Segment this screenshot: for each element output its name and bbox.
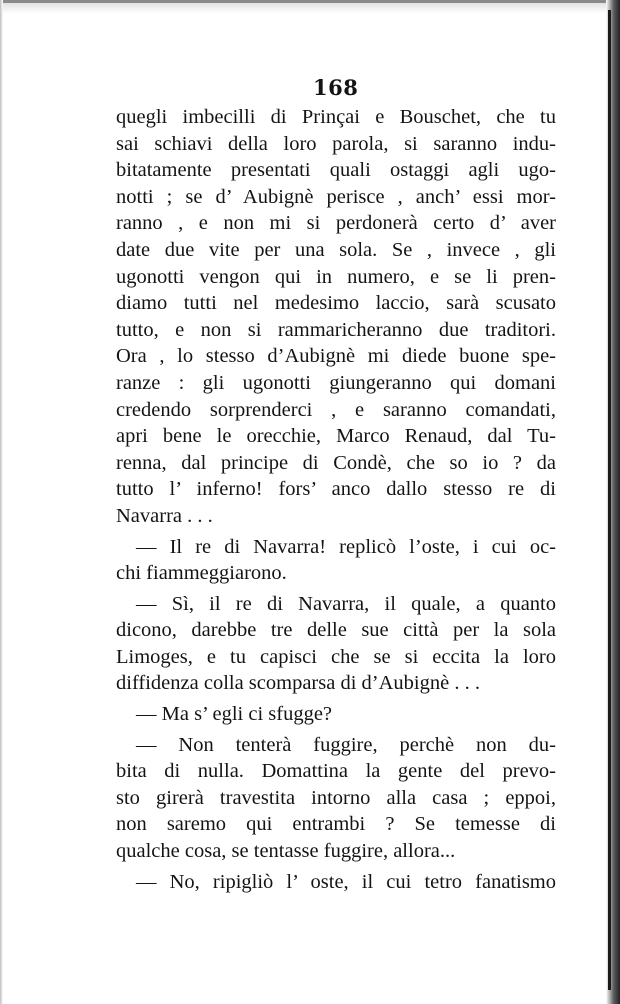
text-line: date due vite per una sola. Se , invece , gli xyxy=(116,238,556,261)
text-line: tutto, e non si rammaricheranno due traditori. xyxy=(116,318,556,341)
text-line: bitatamente presentati quali ostaggi agli ugo- xyxy=(116,159,556,182)
text-line: quegli imbecilli di Prinçai e Bouschet, che tu xyxy=(116,106,556,128)
text-line: notti ; se d’ Aubignè perisce , anch’ essi mor- xyxy=(116,185,556,208)
body-text xyxy=(116,104,556,895)
dialogue-line: — Ma s’ egli ci sfugge? xyxy=(136,703,333,726)
text-line: ranno , e non mi si perdonerà certo d’ aver xyxy=(116,212,556,235)
text-line: Ora , lo stesso d’Aubignè mi diede buone spe- xyxy=(116,345,556,368)
page-number: 168 xyxy=(313,75,359,100)
text-line: Limoges, e tu capisci che se si eccita la loro xyxy=(116,645,556,668)
text-line: ugonotti vengon qui in numero, e se li pren- xyxy=(116,265,556,288)
text-line: apri bene le orecchie, Marco Renaud, dal Tu- xyxy=(116,425,556,448)
text-line: tutto l’ inferno! fors’ anco dallo stesso re di xyxy=(116,478,556,501)
page-left-edge xyxy=(0,0,3,1004)
text-line: bita di nulla. Domattina la gente del prevo- xyxy=(116,760,556,783)
page-top-border xyxy=(0,0,620,3)
text-line: ranze : gli ugonotti giungeranno qui domani xyxy=(116,371,556,394)
text-line: dicono, darebbe tre delle sue città per la sola xyxy=(116,619,556,642)
text-line: diffidenza colla scomparsa di d’Aubignè . . . xyxy=(116,672,480,695)
dialogue-line: — Non tenterà fuggire, perchè non du- xyxy=(136,733,556,756)
page-binding-line xyxy=(608,10,611,990)
text-line: qualche cosa, se tentasse fuggire, allora... xyxy=(116,840,456,863)
text-line: renna, dal principe di Condè, che so io ? da xyxy=(116,451,556,474)
dialogue-line: — Sì, il re di Navarra, il quale, a quanto xyxy=(136,592,556,615)
text-line: sto girerà travestita intorno alla casa ; eppoi, xyxy=(116,786,556,809)
text-line: diamo tutti nel medesimo laccio, sarà scusato xyxy=(116,292,556,315)
dialogue-line: — No, ripigliò l’ oste, il cui tetro fanatismo xyxy=(136,870,556,893)
text-line: non saremo qui entrambi ? Se temesse di xyxy=(116,813,556,836)
dialogue-line: — Il re di Navarra! replicò l’oste, i cui oc- xyxy=(136,535,556,558)
text-line: credendo sorprenderci , e saranno comandati, xyxy=(116,398,556,421)
text-line: Navarra . . . xyxy=(116,504,213,527)
text-line: chi fiammeggiarono. xyxy=(116,562,287,585)
text-line: sai schiavi della loro parola, si saranno indu- xyxy=(116,132,556,155)
